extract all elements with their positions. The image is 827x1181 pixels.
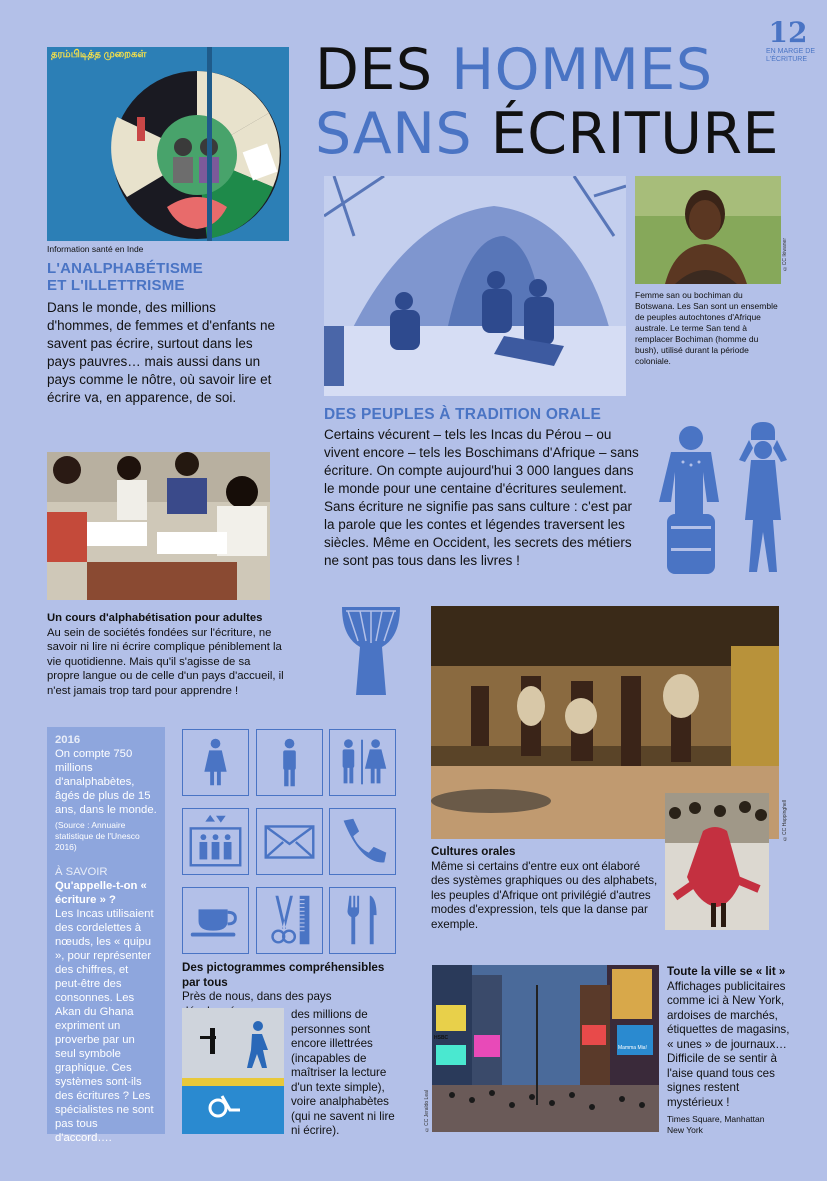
man-icon xyxy=(256,729,323,796)
analpha-text: Dans le monde, des millions d'hommes, de femmes et d'enfants ne savent pas écrire, surtout dans les pays pauvres… mais aussi dans un pays comme le nôtre, où savoir lire et écrire va, en apparence, de soi. xyxy=(47,300,276,405)
orale-heading: DES PEUPLES À TRADITION ORALE xyxy=(324,406,602,423)
toilets-icon xyxy=(329,729,396,796)
times-square-text: Toute la ville se « lit » Affichages publicitaires comme ici à New York, ardoises de marchés, étiquettes de magasins, « unes » de journaux… Difficile de se sentir à l'aise quand tous ces signes restent mystérieux ! xyxy=(667,965,790,1109)
page-title: DES HOMMES SANS ÉCRITURE xyxy=(315,37,780,167)
analpha-heading: L'ANALPHABÉTISME ET L'ILLETTRISME xyxy=(47,260,203,294)
literacy-class-photo xyxy=(47,452,270,600)
dance-photo-credit: ©CC Happinghell xyxy=(782,800,788,842)
oral-cultures-caption: Cultures orales Même si certains d'entre eux ont élaboré des systèmes graphiques ou des alphabets, les peuples d'Afrique ont privilégié d'autres modes d'expression, tels que la danse par exemple. xyxy=(431,845,658,931)
page-number: 12 EN MARGE DE L'ÉCRITURE xyxy=(768,18,808,64)
elevator-icon xyxy=(182,808,249,875)
african-women-illustration xyxy=(653,418,793,580)
pictos-caption: Des pictogrammes compréhensibles par tous Près de nous, dans des pays xyxy=(182,961,385,1003)
san-village-photo xyxy=(324,176,626,396)
san-caption: Femme san ou bochiman du Botswana. Les San sont un ensemble de peuples autochtones d'Afrique australe. Le terme San tend à remplacer Bochiman (homme du bush), utilisé durant la période coloniale. xyxy=(635,290,778,366)
india-poster-caption: Information santé en Inde xyxy=(47,244,144,254)
india-health-poster: தரம்பிடித்த முறைகள் xyxy=(47,47,289,241)
scissors-comb-icon xyxy=(256,887,323,954)
mail-icon xyxy=(256,808,323,875)
section-label: EN MARGE DE L'ÉCRITURE xyxy=(766,48,816,63)
phone-icon xyxy=(329,808,396,875)
san-photo-credit: ©CC Ikiwaner xyxy=(782,238,788,272)
times-photo-credit: ©CC Jeraldo Leal xyxy=(424,1090,430,1132)
literacy-class-caption: Un cours d'alphabétisation pour adultes Au sein de sociétés fondées sur l'écriture, ne savoir ni lire ni écrire complique péniblement la vie quotidienne. Mais qu'il s'agisse de sa propre langue ou de celle d'un pays d'accueil, il n'est jamais trop tard pour apprendre ! xyxy=(47,612,284,697)
times-square-photo: Mamma Mia! HSBC xyxy=(432,965,659,1132)
djembe-illustration xyxy=(340,605,402,697)
accessibility-sign-photo xyxy=(182,1008,284,1134)
pictos-text: des millions de personnes sont encore illettrées (incapables de maîtriser la lecture d'un texte simple), voire analphabètes (qui ne savent ni lire ni écrire). xyxy=(291,1008,395,1137)
times-square-caption: Times Square, Manhattan New York xyxy=(667,1114,765,1135)
woman-icon xyxy=(182,729,249,796)
san-woman-photo xyxy=(635,176,781,284)
cup-icon xyxy=(182,887,249,954)
orale-text: Certains vécurent – tels les Incas du Pérou – ou vivent encore – tels les Boschimans d'Afrique – sans écriture. On compte aujourd'hui 3 000 langues dans le monde pour une centaine d'écritures seulement. Sans écriture ne signifie pas sans culture : c'est par la parole que les contes et légendes traversent les siècles. Même en Occident, les secrets des métiers ne sont pas tous dans les livres ! xyxy=(324,427,639,568)
red-dancer-photo xyxy=(665,793,769,930)
facts-sidebox: 2016 On compte 750 millions d'analphabètes, âgés de plus de 15 ans, dans le monde. (Source : Annuaire statistique de l'Unesco 2016) À SAVOIR Qu'appelle-t-on « écriture » ? Les Incas utilisaient des cordelettes à nœuds, les « quipu », pour représenter des chiffres, et peut-être des consonnes. Les Akan du Ghana expriment un proverbe par un seul symbole graphique. Ces systèmes sont-ils des écritures ? Les spécialistes ne sont pas tous d'accord…. xyxy=(47,727,165,1134)
cutlery-icon xyxy=(329,887,396,954)
